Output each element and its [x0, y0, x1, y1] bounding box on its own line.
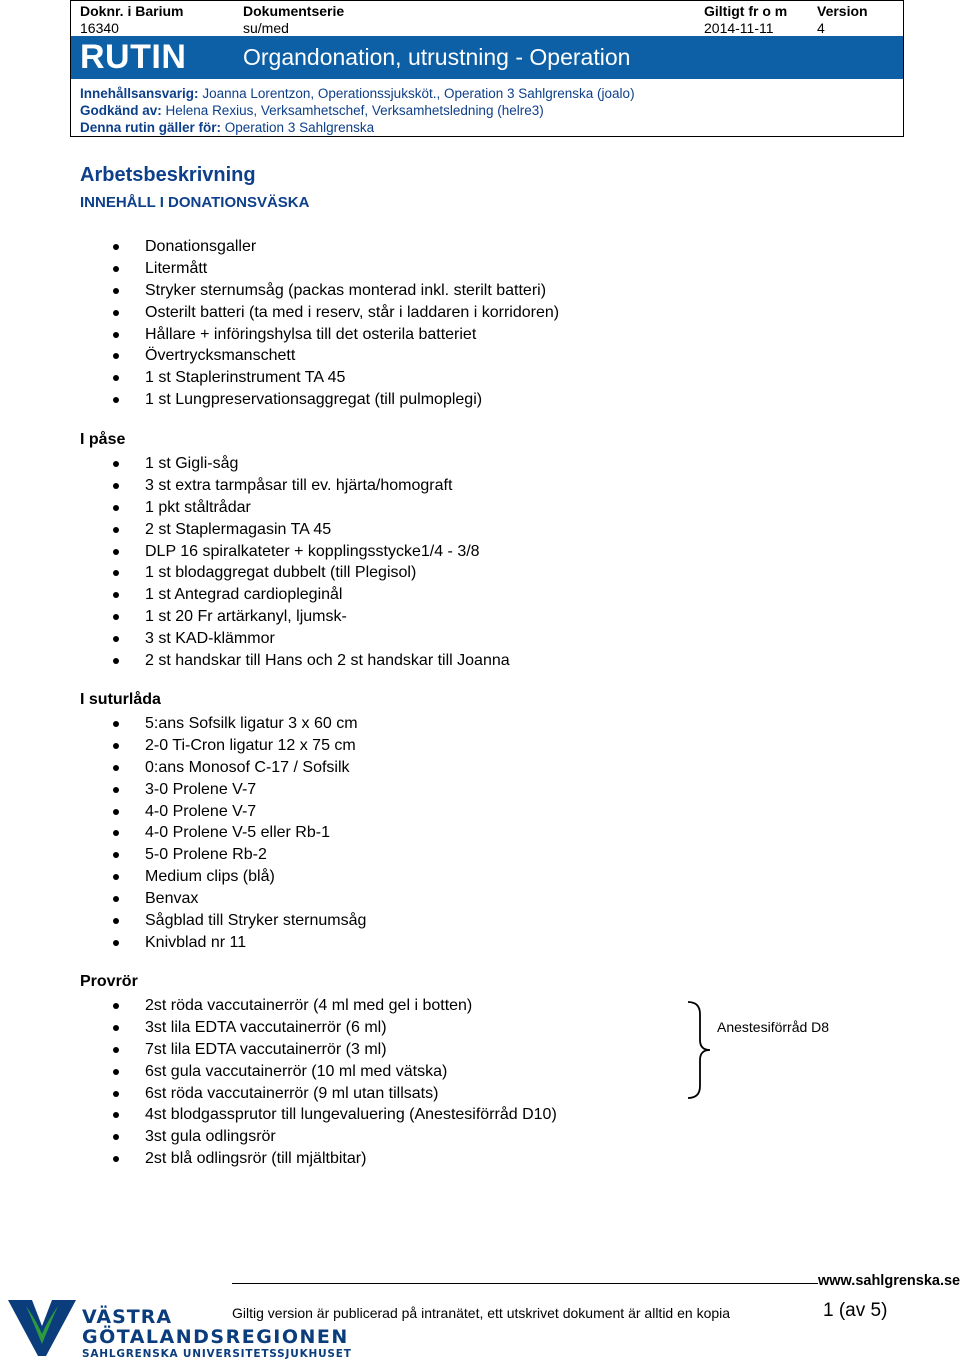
- doc-no-label: Doknr. i Barium: [80, 3, 184, 19]
- list-item: 1 st Gigli-såg: [108, 453, 510, 475]
- applies: Operation 3 Sahlgrenska: [224, 120, 375, 135]
- list-item: 1 pkt ståltrådar: [108, 497, 510, 519]
- page-number: 1 (av 5): [823, 1300, 888, 1321]
- rutin-label: RUTIN: [80, 38, 187, 76]
- vgr-emblem-icon: [6, 1296, 78, 1362]
- approved: Helena Rexius, Verksamhetschef, Verksamhetsledning (helre3): [165, 103, 544, 118]
- vgr-logo: [6, 1296, 352, 1367]
- list-item: 1 st 20 Fr artärkanyl, ljumsk-: [108, 606, 510, 628]
- approved-label: Godkänd av:: [80, 103, 162, 118]
- list-item: Benvax: [108, 888, 366, 910]
- list-item: 4st blodgassprutor till lungevaluering (Anestesiförråd D10): [108, 1104, 557, 1126]
- list-item: 2 st Staplermagasin TA 45: [108, 519, 510, 541]
- series: su/med: [243, 20, 289, 36]
- page-title: Organdonation, utrustning - Operation: [243, 44, 631, 70]
- group-heading-tubes: Provrör: [80, 973, 138, 990]
- list-item: 1 st blodaggregat dubbelt (till Plegisol): [108, 562, 510, 584]
- section-subtitle: INNEHÅLL I DONATIONSVÄSKA: [80, 194, 310, 211]
- series-label: Dokumentserie: [243, 3, 345, 19]
- list-item: 2-0 Ti-Cron ligatur 12 x 75 cm: [108, 735, 366, 757]
- section-title: Arbetsbeskrivning: [80, 164, 256, 186]
- list-item: Hållare + införingshylsa till det osterila batteriet: [108, 324, 559, 346]
- list-item: 1 st Antegrad cardiopleginål: [108, 584, 510, 606]
- approved-line: [80, 103, 544, 118]
- footer-note: Giltig version är publicerad på intranätet, ett utskrivet dokument är alltid en kopia: [232, 1305, 731, 1321]
- list-item: 7st lila EDTA vaccutainerrör (3 ml): [108, 1039, 557, 1061]
- logo-line-2: GÖTALANDSREGIONEN: [82, 1326, 349, 1348]
- list-item: 0:ans Monosof C-17 / Sofsilk: [108, 757, 366, 779]
- brace-note: Anestesiförråd D8: [717, 1019, 830, 1035]
- list-item: 3-0 Prolene V-7: [108, 779, 366, 801]
- list-item: 2st röda vaccutainerrör (4 ml med gel i botten): [108, 995, 557, 1017]
- title-band: [71, 36, 903, 79]
- list-item: 4-0 Prolene V-5 eller Rb-1: [108, 822, 366, 844]
- header-meta-row: [71, 1, 903, 36]
- list-item: 2 st handskar till Hans och 2 st handskar till Joanna: [108, 650, 510, 672]
- doc-no: 16340: [80, 20, 119, 36]
- footer-rule: [232, 1283, 818, 1284]
- list-item: Osterilt batteri (ta med i reserv, står i laddaren i korridoren): [108, 302, 559, 324]
- list-item: Sågblad till Stryker sternumsåg: [108, 910, 366, 932]
- bag-contents-list: [108, 236, 559, 411]
- list-item: 6st gula vaccutainerrör (10 ml med vätska): [108, 1061, 557, 1083]
- group-heading-pouch: I påse: [80, 431, 126, 448]
- list-item: 6st röda vaccutainerrör (9 ml utan tillsats): [108, 1083, 557, 1105]
- valid-label: Giltigt fr o m: [704, 3, 788, 19]
- list-item: 3st lila EDTA vaccutainerrör (6 ml): [108, 1017, 557, 1039]
- version: 4: [817, 20, 825, 36]
- list-item: 5:ans Sofsilk ligatur 3 x 60 cm: [108, 713, 366, 735]
- group-heading-suture: I suturlåda: [80, 691, 161, 708]
- list-item: Medium clips (blå): [108, 866, 366, 888]
- applies-label: Denna rutin gäller för:: [80, 120, 222, 135]
- list-item: Donationsgaller: [108, 236, 559, 258]
- list-item: 2st blå odlingsrör (till mjältbitar): [108, 1148, 557, 1170]
- list-item: Litermått: [108, 258, 559, 280]
- list-item: 5-0 Prolene Rb-2: [108, 844, 366, 866]
- list-item: Stryker sternumsåg (packas monterad inkl. sterilt batteri): [108, 280, 559, 302]
- valid-date: 2014-11-11: [704, 20, 774, 36]
- list-item: Knivblad nr 11: [108, 932, 366, 954]
- list-item: 1 st Staplerinstrument TA 45: [108, 367, 559, 389]
- list-item: Övertrycksmanschett: [108, 345, 559, 367]
- pouch-contents-list: [108, 453, 510, 672]
- footer-url[interactable]: www.sahlgrenska.se: [818, 1273, 960, 1289]
- applies-line: [80, 120, 374, 135]
- logo-line-3: SAHLGRENSKA UNIVERSITETSSJUKHUSET: [82, 1348, 352, 1360]
- logo-line-1: VÄSTRA: [82, 1306, 173, 1328]
- curly-brace: [682, 1000, 712, 1100]
- suture-contents-list: [108, 713, 366, 954]
- list-item: 4-0 Prolene V-7: [108, 801, 366, 823]
- list-item: 3 st KAD-klämmor: [108, 628, 510, 650]
- list-item: 1 st Lungpreservationsaggregat (till pulmoplegi): [108, 389, 559, 411]
- responsible: Joanna Lorentzon, Operationssjuksköt., Operation 3 Sahlgrenska (joalo): [202, 86, 635, 101]
- list-item: DLP 16 spiralkateter + kopplingsstycke1/4 - 3/8: [108, 541, 510, 563]
- list-item: 3 st extra tarmpåsar till ev. hjärta/homograft: [108, 475, 510, 497]
- responsible-label: Innehållsansvarig:: [80, 86, 199, 101]
- tubes-contents-list: [108, 995, 557, 1170]
- version-label: Version: [817, 3, 868, 19]
- list-item: 3st gula odlingsrör: [108, 1126, 557, 1148]
- document-header: [70, 0, 904, 137]
- responsible-line: [80, 86, 635, 101]
